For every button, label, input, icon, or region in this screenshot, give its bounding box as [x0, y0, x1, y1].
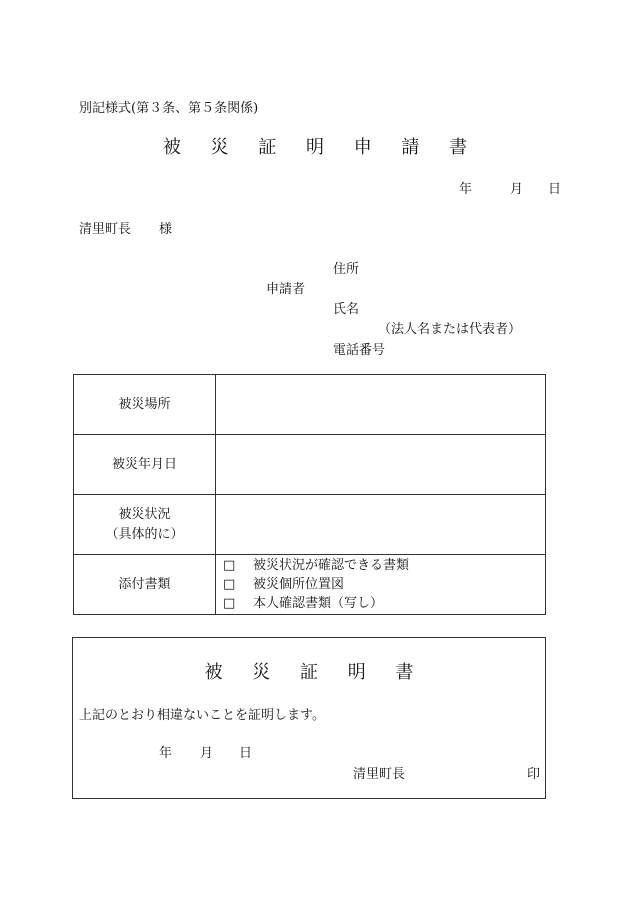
certificate-date — [159, 742, 252, 761]
damage-location-label: 被災場所 — [74, 375, 216, 435]
list-item — [223, 556, 545, 575]
table-row — [74, 555, 546, 615]
damage-status-field[interactable] — [216, 495, 546, 555]
applicant-label: 申請者 — [266, 282, 306, 297]
certificate-title: 被 災 証 明 書 — [204, 662, 426, 683]
address-label: 住所 — [333, 262, 360, 277]
addressee-name: 清里町長 — [79, 222, 132, 237]
cert-date-year: 年 — [159, 746, 173, 761]
certificate-box — [72, 637, 546, 799]
damage-status-label-line1: 被災状況 — [118, 506, 171, 522]
form-note: 別記様式(第３条、第５条関係) — [79, 101, 259, 116]
phone-label: 電話番号 — [333, 343, 386, 358]
table-row — [74, 375, 546, 435]
attachments-list — [216, 555, 546, 615]
attachment-text: 被災個所位置図 — [253, 577, 345, 592]
page-title: 被 災 証 明 申 請 書 — [162, 137, 480, 158]
attachment-text: 被災状況が確認できる書類 — [253, 558, 410, 573]
list-item — [223, 594, 545, 613]
certificate-issuer: 清里町長 — [353, 767, 406, 782]
damage-date-field[interactable] — [216, 435, 546, 495]
damage-location-field[interactable] — [216, 375, 546, 435]
attachment-text: 本人確認書類（写し） — [253, 596, 384, 611]
application-date — [459, 178, 561, 197]
date-day: 日 — [548, 182, 562, 197]
table-row — [74, 495, 546, 555]
addressee — [79, 218, 172, 237]
table-row — [74, 435, 546, 495]
date-year: 年 — [459, 182, 473, 197]
checkbox[interactable]: □ — [223, 596, 236, 611]
addressee-suffix: 様 — [159, 222, 173, 237]
damage-date-label: 被災年月日 — [74, 435, 216, 495]
damage-status-label-line2: （具体的に） — [105, 526, 184, 542]
date-month: 月 — [510, 182, 524, 197]
certificate-text: 上記のとおり相違ないことを証明します。 — [79, 708, 325, 723]
damage-status-label — [74, 495, 216, 555]
list-item — [223, 575, 545, 594]
name-label: 氏名 — [333, 302, 360, 317]
attachments-label: 添付書類 — [74, 555, 216, 615]
seal-mark: 印 — [527, 767, 541, 782]
checkbox[interactable]: □ — [223, 558, 236, 573]
corp-note: （法人名または代表者） — [378, 322, 522, 337]
application-table — [73, 374, 546, 615]
cert-date-day: 日 — [239, 746, 253, 761]
cert-date-month: 月 — [200, 746, 214, 761]
checkbox[interactable]: □ — [223, 577, 236, 592]
